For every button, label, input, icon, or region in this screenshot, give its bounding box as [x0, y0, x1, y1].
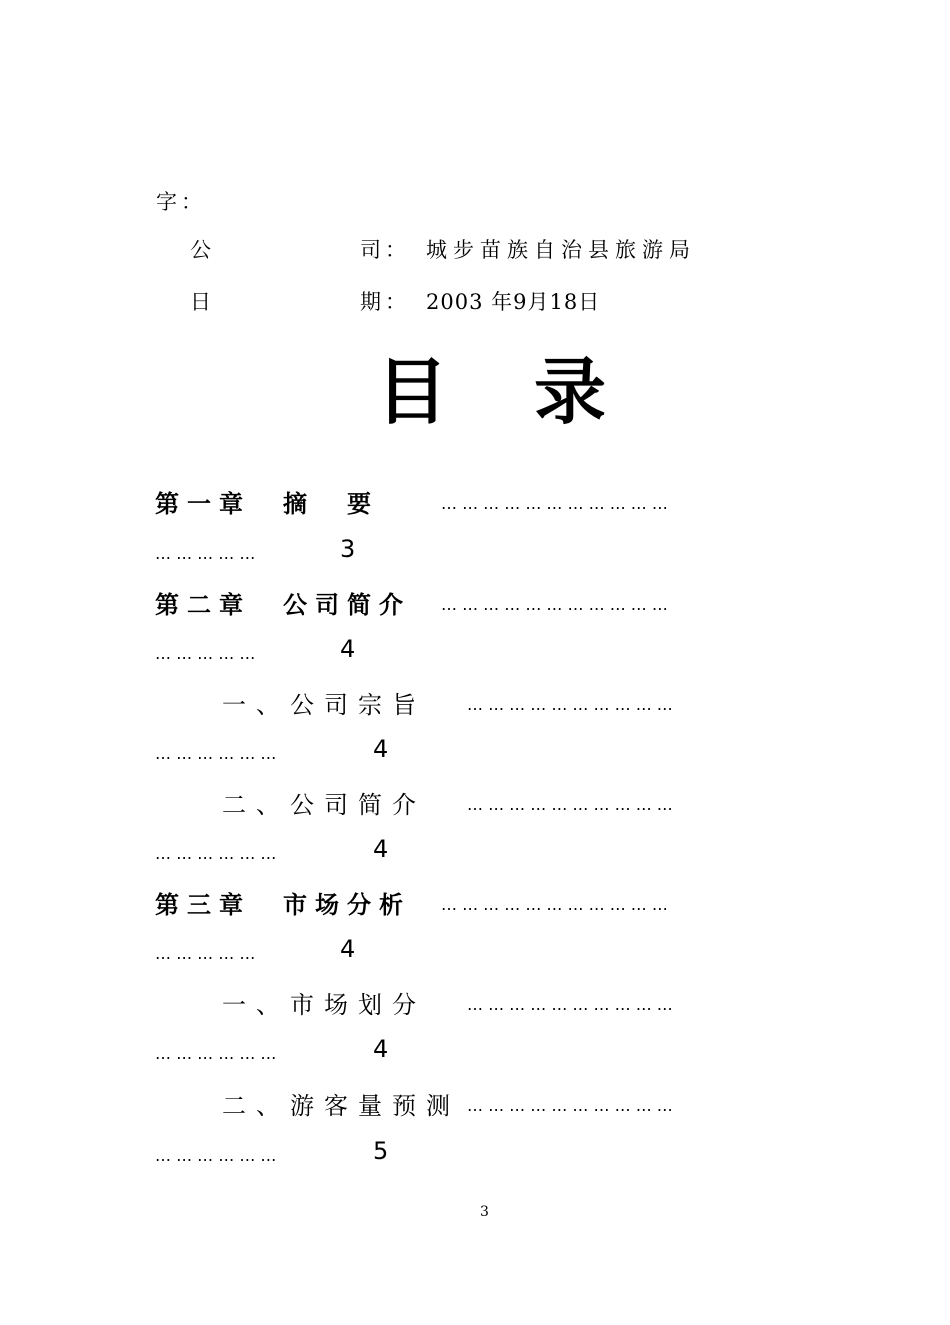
date-value: 2003 年9月18日 — [426, 290, 601, 314]
page-title: 目录 — [376, 350, 693, 434]
toc-leader-dots: … … … … … — [155, 544, 256, 563]
toc-leader-dots: … … … … … … … … … … — [467, 795, 673, 814]
toc-page-number: 4 — [373, 735, 389, 763]
toc-entry-label[interactable]: 第一章 摘 要 — [155, 490, 379, 518]
date-label-right: 期： — [360, 290, 410, 314]
toc-entry-label[interactable]: 二、游客量预测 — [222, 1092, 460, 1120]
toc-entry-label[interactable]: 一、市场划分 — [222, 991, 426, 1019]
company-value: 城步苗族自治县旅游局 — [426, 238, 696, 262]
toc-entry-label[interactable]: 一、公司宗旨 — [222, 691, 426, 719]
toc-leader-dots: … … … … … … … … … … — [467, 695, 673, 714]
toc-entry-label[interactable]: 第二章 公司简介 — [155, 591, 411, 619]
date-label-left: 日 — [190, 290, 215, 314]
toc-leader-dots: … … … … … … — [155, 1146, 277, 1165]
company-label-left: 公 — [190, 238, 215, 262]
toc-leader-dots: … … … … … … … … … … — [467, 1096, 673, 1115]
toc-page-number: 4 — [340, 935, 356, 963]
toc-page-number: 3 — [340, 535, 356, 563]
toc-page-number: 4 — [373, 1035, 389, 1063]
toc-page-number: 4 — [373, 835, 389, 863]
toc-leader-dots: … … … … … … — [155, 844, 277, 863]
toc-page-number: 5 — [373, 1137, 389, 1165]
toc-leader-dots: … … … … … … … … … … … — [441, 494, 668, 513]
toc-leader-dots: … … … … … … … … … … … — [441, 895, 668, 914]
toc-page-number: 4 — [340, 635, 356, 663]
toc-leader-dots: … … … … … … — [155, 744, 277, 763]
toc-leader-dots: … … … … … … — [155, 1044, 277, 1063]
page-number: 3 — [480, 1204, 489, 1220]
toc-leader-dots: … … … … … — [155, 644, 256, 663]
toc-entry-label[interactable]: 二、公司简介 — [222, 791, 426, 819]
toc-leader-dots: … … … … … — [155, 944, 256, 963]
toc-leader-dots: … … … … … … … … … … — [467, 995, 673, 1014]
toc-leader-dots: … … … … … … … … … … … — [441, 595, 668, 614]
zi-label: 字： — [156, 190, 206, 214]
company-label-right: 司： — [360, 238, 410, 262]
toc-entry-label[interactable]: 第三章 市场分析 — [155, 891, 411, 919]
